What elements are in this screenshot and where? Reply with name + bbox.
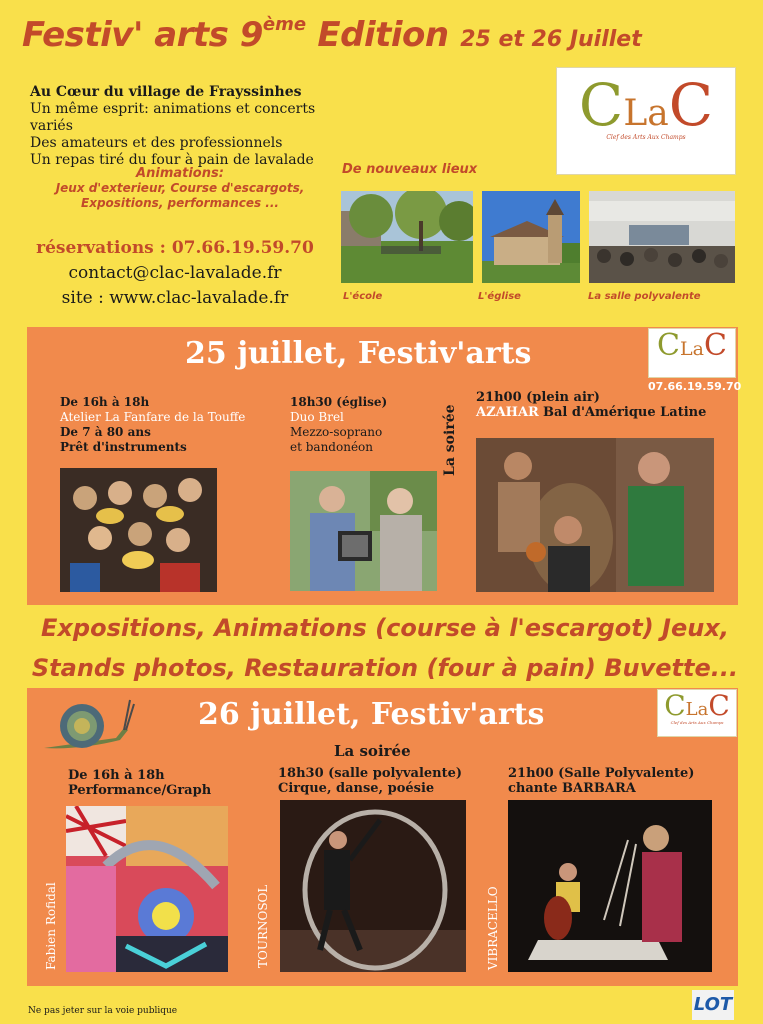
event-name: AZAHAR: [476, 405, 539, 420]
logo-letters-la: La: [623, 93, 669, 134]
event-detail: Prêt d'instruments: [60, 440, 187, 454]
clac-logo-small: [657, 689, 737, 737]
intro-line: Un même esprit: animations et concerts variés: [30, 101, 316, 134]
vibracello-photo: [508, 800, 712, 972]
footer-note: Ne pas jeter sur la voie publique: [28, 1006, 178, 1016]
event-time: 21h00 (Salle Polyvalente): [508, 766, 695, 781]
event-time: 18h30 (église): [290, 395, 388, 409]
logo-letter-c: C: [578, 71, 624, 139]
event-desc: Cirque, danse, poésie: [278, 781, 435, 796]
logo-letter-c: C: [664, 689, 686, 722]
day2-event2: [278, 766, 498, 796]
day1-soiree-label: La soirée: [442, 404, 458, 476]
artist-fabien-rofidal: Fabien Rofidal: [44, 882, 58, 970]
clac-logo-small: [648, 328, 736, 378]
reservation-phone: réservations : 07.66.19.59.70: [36, 238, 314, 258]
event-detail: De 7 à 80 ans: [60, 425, 151, 439]
graffiti-photo: [66, 806, 228, 972]
logo-tagline: Clef des Arts Aux Champs: [670, 720, 724, 725]
day2-title: 26 juillet, Festiv'arts: [198, 697, 545, 732]
contact-email: contact@clac-lavalade.fr: [68, 263, 282, 283]
logo-letter-c: C: [657, 328, 681, 363]
school-photo: [341, 191, 473, 283]
logo-letter-c: C: [703, 328, 727, 363]
day2-event3: [508, 766, 728, 796]
church-photo: [482, 191, 580, 283]
lot-logo: LOT: [692, 990, 734, 1020]
animations-line: Jeux d'exterieur, Course d'escargots,: [55, 181, 305, 195]
title-dates: 25 et 26 Juillet: [460, 27, 642, 52]
title-edition: Edition: [306, 15, 449, 55]
day1-event1: [60, 395, 280, 455]
event-desc: chante BARBARA: [508, 781, 636, 796]
event-desc: Performance/Graph: [68, 783, 212, 798]
artist-tournosol: TOURNOSOL: [256, 884, 270, 968]
artist-vibracello: VIBRACELLO: [486, 886, 500, 970]
fanfare-photo: [60, 468, 217, 592]
title-main: Festiv' arts 9: [22, 15, 263, 55]
snail-icon: [40, 690, 135, 755]
contact-site: site : www.clac-lavalade.fr: [61, 288, 289, 308]
event-detail: Mezzo-soprano: [290, 425, 383, 439]
event-name: Atelier La Fanfare de la Touffe: [60, 410, 246, 424]
logo-tagline: Clef des Arts Aux Champs: [606, 134, 686, 141]
intro-block: [30, 84, 360, 169]
event-time: De 16h à 18h: [60, 395, 150, 409]
title-superscript: ème: [262, 14, 307, 35]
event-name: Duo Brel: [290, 410, 344, 424]
day1-event3: [476, 390, 726, 420]
banner-line: Stands photos, Restauration (four à pain) Buvette...: [31, 654, 739, 682]
intro-line: Des amateurs et des professionnels: [30, 135, 283, 151]
event-time: 18h30 (salle polyvalente): [278, 766, 463, 781]
event-desc: Bal d'Amérique Latine: [542, 405, 707, 420]
caption-church: L'église: [478, 291, 521, 302]
day2-soiree-label: La soirée: [334, 742, 411, 760]
animations-block: [30, 166, 330, 211]
intro-line: Un repas tiré du four à pain de lavalade: [30, 152, 314, 168]
activities-banner: [20, 608, 750, 688]
logo-phone: 07.66.19.59.70: [648, 380, 742, 393]
event-time: De 16h à 18h: [68, 768, 165, 783]
logo-letter-c: C: [668, 71, 714, 139]
event-detail: et bandonéon: [290, 440, 373, 454]
caption-school: L'école: [343, 291, 383, 302]
day1-title: 25 juillet, Festiv'arts: [185, 336, 532, 371]
event-time: 21h00 (plein air): [476, 390, 600, 405]
logo-letter-c: C: [708, 689, 730, 722]
animations-line: Expositions, performances ...: [81, 196, 279, 210]
event-name-line: [476, 405, 726, 420]
logo-letters-la: La: [685, 699, 709, 720]
intro-location: Au Cœur du village de Frayssinhes: [30, 84, 302, 100]
day1-event2: [290, 395, 440, 455]
azahar-photo: [476, 438, 714, 592]
animations-heading: Animations:: [136, 166, 224, 181]
clac-logo: [556, 67, 736, 175]
tournosol-photo: [280, 800, 466, 972]
duo-brel-photo: [290, 471, 437, 591]
contact-block: [30, 236, 320, 311]
logo-letters-la: La: [680, 338, 704, 360]
main-title: [22, 14, 742, 70]
banner-line: Expositions, Animations (course à l'escargot) Jeux,: [41, 614, 729, 642]
new-places-heading: De nouveaux lieux: [342, 162, 478, 177]
hall-photo: [589, 191, 735, 283]
caption-hall: La salle polyvalente: [588, 291, 701, 302]
day2-event1: [68, 768, 268, 798]
